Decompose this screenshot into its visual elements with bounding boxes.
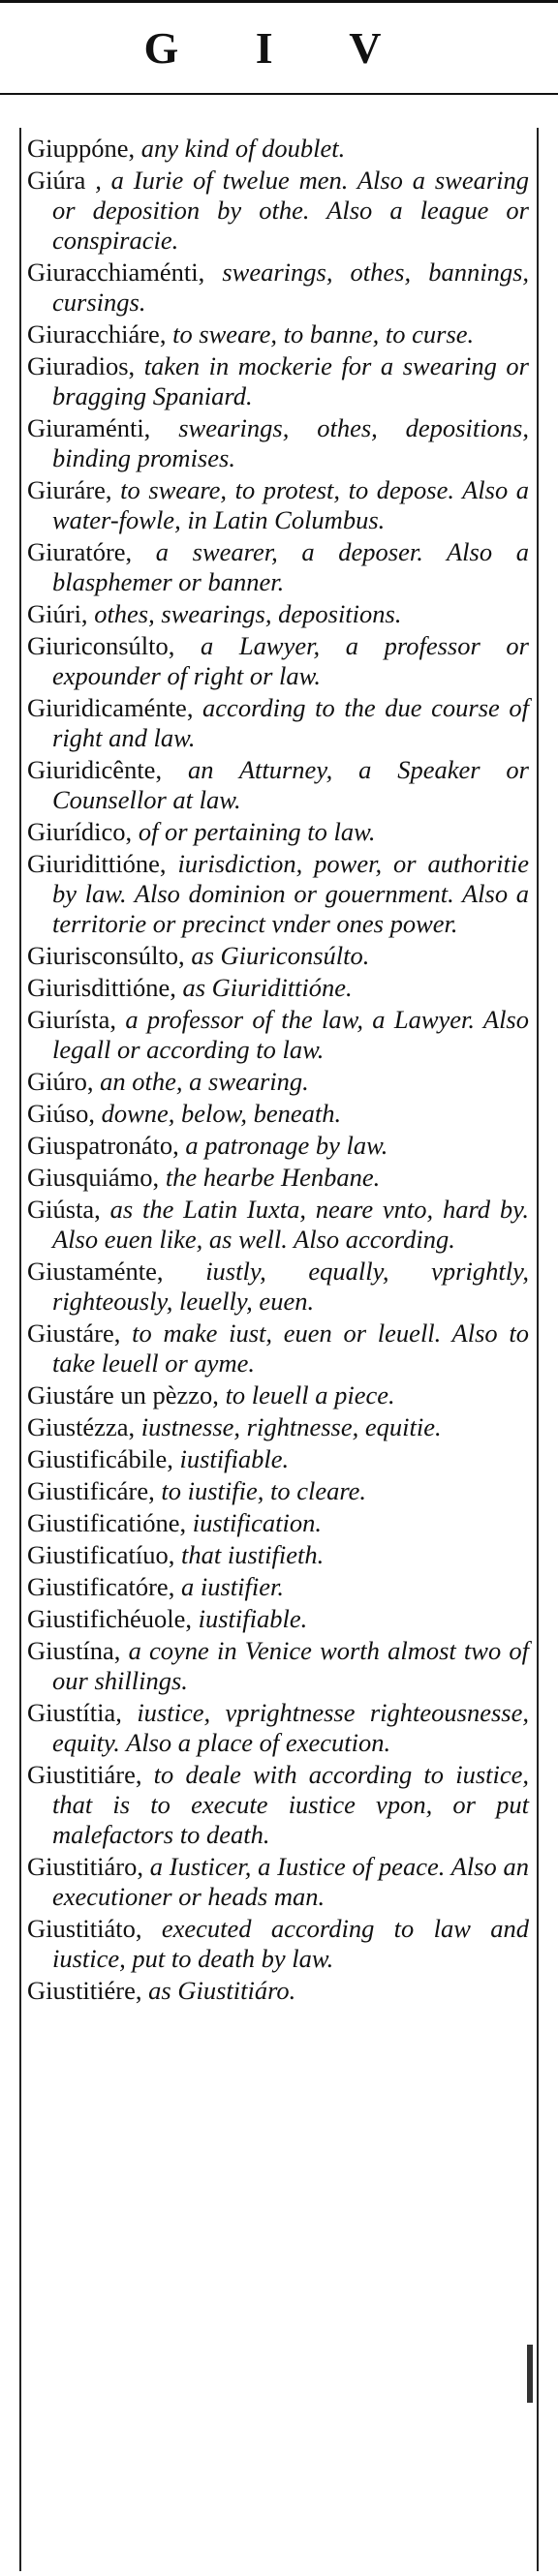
entry-definition: to leuell a piece.	[225, 1380, 395, 1409]
entry-definition: a Iusticer, a Iustice of peace. Also an executioner or heads man.	[52, 1852, 529, 1911]
entry-headword: Giusquiámo,	[27, 1163, 160, 1192]
entry-headword: Giúso,	[27, 1099, 95, 1128]
running-head: G I V	[143, 23, 415, 73]
entry-definition: downe, below, beneath.	[101, 1099, 342, 1128]
dictionary-entry	[27, 1005, 529, 1065]
entry-definition: iustice, vprightnesse righteousnesse, equity. Also a place of execution.	[52, 1698, 530, 1757]
entry-headword: Giuracchiaménti,	[27, 258, 205, 287]
dictionary-entry	[27, 755, 529, 815]
dictionary-entry	[27, 166, 529, 256]
dictionary-entry	[27, 849, 529, 939]
dictionary-entry	[27, 1099, 529, 1129]
entry-headword: Giustáre,	[27, 1318, 121, 1348]
entry-definition: as Giustitiáro.	[148, 1976, 296, 2005]
header-band	[0, 3, 558, 95]
entry-list	[27, 134, 529, 2008]
entry-definition: iustifiable.	[179, 1444, 290, 1473]
dictionary-entry	[27, 351, 529, 411]
entry-headword: Giustézza,	[27, 1412, 136, 1441]
dictionary-entry	[27, 134, 529, 164]
entry-definition: a patronage by law.	[185, 1131, 388, 1160]
entry-definition: iustly, equally, vprightly, righteously, leuelly, euen.	[52, 1257, 530, 1316]
entry-headword: Giuratóre,	[27, 537, 133, 566]
dictionary-entry	[27, 1444, 529, 1474]
dictionary-entry	[27, 1636, 529, 1696]
dictionary-entry	[27, 1476, 529, 1506]
dictionary-entry	[27, 1698, 529, 1758]
dictionary-entry	[27, 941, 529, 971]
entry-headword: Giuráre,	[27, 475, 112, 504]
entry-headword: Giustificatíuo,	[27, 1540, 175, 1569]
entry-headword: Giustificáre,	[27, 1476, 155, 1505]
entry-headword: Giuridicênte,	[27, 755, 163, 784]
entry-definition: a iustifier.	[180, 1572, 284, 1601]
dictionary-entry	[27, 1508, 529, 1538]
dictionary-entry	[27, 258, 529, 318]
entry-definition: as Giuriconsúlto.	[191, 941, 370, 970]
entry-headword: Giustitiére,	[27, 1976, 142, 2005]
entry-headword: Giuspatronáto,	[27, 1131, 179, 1160]
dictionary-entry	[27, 1852, 529, 1912]
entry-definition: to iustifie, to cleare.	[161, 1476, 367, 1505]
entry-headword: Giuridittióne,	[27, 849, 167, 878]
dictionary-entry	[27, 599, 529, 629]
entry-definition: a Lawyer, a professor or expounder of right or law.	[52, 631, 529, 690]
dictionary-entry	[27, 1540, 529, 1570]
dictionary-entry	[27, 631, 529, 691]
entry-headword: Giuradios,	[27, 351, 136, 380]
entry-definition: as Giuridittióne.	[182, 973, 353, 1002]
dictionary-entry	[27, 693, 529, 753]
entry-definition: any kind of doublet.	[140, 134, 346, 163]
dictionary-entry	[27, 1976, 529, 2006]
entry-definition: othes, swearings, depositions.	[94, 599, 402, 628]
entry-headword: Giúri,	[27, 599, 88, 628]
entry-definition: to sweare, to protest, to depose. Also a water-fowle, in Latin Columbus.	[52, 475, 530, 534]
entry-headword: Giustificábile,	[27, 1444, 173, 1473]
entry-definition: an Atturney, a Speaker or Counsellor at law.	[52, 755, 529, 814]
entry-definition: that iustifieth.	[180, 1540, 325, 1569]
entry-definition: , a Iurie of twelue men. Also a swearing or deposition by othe. Also a league or conspiracie.	[52, 166, 530, 255]
entry-headword: Giuridicaménte,	[27, 693, 194, 722]
entry-definition: according to the due course of right and law.	[52, 693, 529, 752]
dictionary-entry	[27, 1257, 529, 1317]
dictionary-entry	[27, 319, 529, 349]
entry-headword: Giustitiáro,	[27, 1852, 143, 1881]
entry-headword: Giurídico,	[27, 817, 133, 846]
entry-definition: iustnesse, rightnesse, equitie.	[140, 1412, 442, 1441]
entry-column	[19, 128, 539, 2571]
dictionary-entry	[27, 1572, 529, 1602]
dictionary-entry	[27, 475, 529, 535]
entry-headword: Giuriconsúlto,	[27, 631, 175, 660]
entry-headword: Giustítia,	[27, 1698, 122, 1727]
entry-headword: Giustína,	[27, 1636, 121, 1665]
entry-definition: of or pertaining to law.	[138, 817, 376, 846]
dictionary-entry	[27, 1195, 529, 1255]
entry-definition: to deale with according to iustice, that is to execute iustice vpon, or put malefactors to death.	[52, 1760, 530, 1849]
entry-headword: Giúra	[27, 166, 86, 195]
entry-headword: Giurisdittióne,	[27, 973, 176, 1002]
entry-headword: Giúro,	[27, 1067, 94, 1096]
entry-headword: Giustificatióne,	[27, 1508, 187, 1537]
dictionary-entry	[27, 1067, 529, 1097]
entry-definition: a swearer, a deposer. Also a blasphemer or banner.	[52, 537, 529, 596]
entry-headword: Giustaménte,	[27, 1257, 164, 1286]
entry-definition: iurisdiction, power, or authoritie by law. Also dominion or gouernment. Also a territorie or precinct vnder ones power.	[52, 849, 529, 938]
entry-definition: swearings, othes, bannings, cursings.	[52, 258, 530, 317]
margin-mark	[527, 2345, 533, 2403]
dictionary-entry	[27, 817, 529, 847]
dictionary-entry	[27, 1380, 529, 1410]
dictionary-entry	[27, 1604, 529, 1634]
entry-definition: a professor of the law, a Lawyer. Also legall or according to law.	[52, 1005, 529, 1064]
dictionary-entry	[27, 537, 529, 597]
dictionary-entry	[27, 1163, 529, 1193]
entry-headword: Giuraménti,	[27, 413, 151, 442]
dictionary-entry	[27, 1914, 529, 1974]
entry-definition: executed according to law and iustice, put to death by law.	[52, 1914, 529, 1973]
entry-definition: swearings, othes, depositions, binding promises.	[52, 413, 529, 472]
entry-headword: Giustáre un pèzzo,	[27, 1380, 219, 1409]
entry-headword: Giurísta,	[27, 1005, 116, 1034]
entry-headword: Giustitiáre,	[27, 1760, 142, 1789]
dictionary-entry	[27, 1318, 529, 1379]
entry-definition: to make iust, euen or leuell. Also to take leuell or ayme.	[52, 1318, 529, 1378]
entry-definition: as the Latin Iuxta, neare vnto, hard by. Also euen like, as well. Also according.	[52, 1195, 529, 1254]
dictionary-entry	[27, 1412, 529, 1442]
dictionary-entry	[27, 973, 529, 1003]
entry-headword: Giustifichéuole,	[27, 1604, 192, 1633]
entry-headword: Giustificatóre,	[27, 1572, 175, 1601]
entry-definition: the hearbe Henbane.	[165, 1163, 381, 1192]
dictionary-entry	[27, 1131, 529, 1161]
entry-headword: Giústa,	[27, 1195, 101, 1224]
dictionary-entry	[27, 413, 529, 473]
entry-definition: taken in mockerie for a swearing or bragging Spaniard.	[52, 351, 529, 410]
entry-definition: iustifiable.	[198, 1604, 308, 1633]
entry-definition: to sweare, to banne, to curse.	[172, 319, 475, 349]
dictionary-entry	[27, 1760, 529, 1850]
entry-headword: Giuppóne,	[27, 134, 136, 163]
entry-definition: a coyne in Venice worth almost two of our shillings.	[52, 1636, 529, 1695]
entry-headword: Giuracchiáre,	[27, 319, 167, 349]
entry-definition: iustification.	[192, 1508, 322, 1537]
entry-headword: Giurisconsúlto,	[27, 941, 185, 970]
entry-definition: an othe, a swearing.	[100, 1067, 309, 1096]
entry-headword: Giustitiáto,	[27, 1914, 142, 1943]
